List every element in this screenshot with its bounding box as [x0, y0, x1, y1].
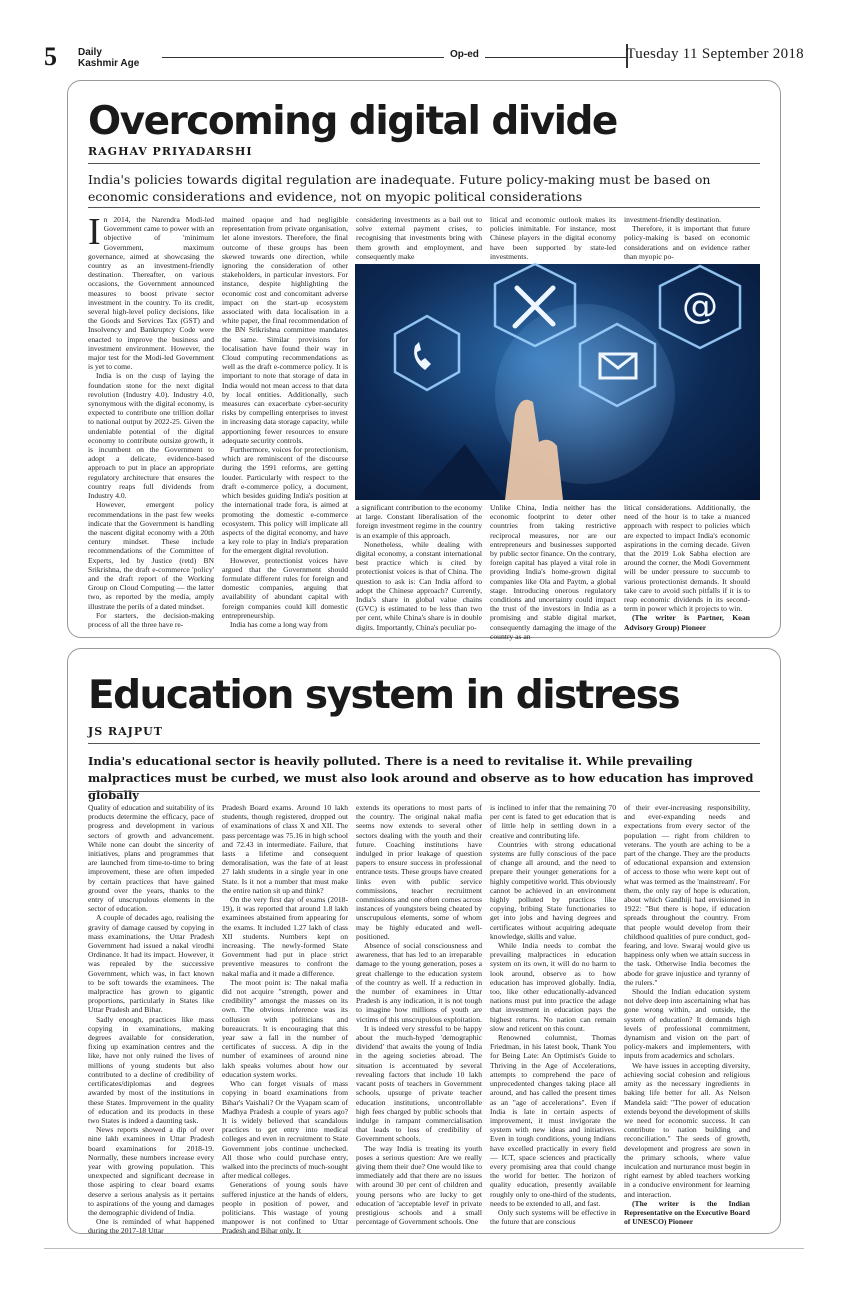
paragraph: Therefore, it is important that future policy-making is based on economic considerations and on evidence rather than myopic po- [624, 224, 750, 261]
paragraph: Pradesh Board exams. Around 10 lakh students, though registered, dropped out of examinations of class X and XII. The pass percentage was 75.16 in high school and 72.43 in intermediate. Failure, that lasts a lifetime and consequent demoralisation, was the fate of at least 27 lakh students in a single year in one State. Is it not a number that must make the entire nation sit up and think? [222, 803, 348, 895]
paragraph: The way India is treating its youth poses a serious question: Are we really giving them their due? One would like to immediately add that there are no issues with around 30 per cent of children and young persons who are lucky to get education of 'acceptable level' in private prestigious schools and a small percentage of Government schools. One [356, 1143, 482, 1227]
paper-name-line2: Kashmir Age [78, 58, 140, 69]
footer-rule [44, 1248, 804, 1249]
paragraph: of their ever-increasing responsibility, and ever-expanding needs and expectations from every sector of the population — right from children to veterans. The youth are aching to be a part of the change. They are the products of educational expansion and extension of access to those who were kept out of what was termed as the 'mainstream'. For them, the only ray of hope is education, about which Gandhiji had envisioned in 1922: "But there is hope, if education spreads throughout the country. From that people would develop from their childhood qualities of pure conduct, god-fearing, and love. Swaraj would give us happiness only when we attain success in the task. Otherwise India becomes the abode for grave injustice and tyranny of the rulers." [624, 803, 750, 987]
divider [88, 207, 760, 208]
paper-name-line1: Daily [78, 47, 102, 58]
finger-icon [415, 400, 563, 500]
paragraph: Quality of education and suitability of its products determine the efficacy, pace of progress and development in various sectors of growth and advancement. While none can doubt the sincerity of initiatives, plans and programmes that are launched from time-to-time to bring improvement, these are often impeded by certain practices that have gained ground over the years, thanks to the entry of unscrupulous elements in the sector of education. [88, 803, 214, 914]
paragraph: India is on the cusp of laying the foundation stone for the next digital revolution (Industry 4.0). Industry 4.0, synonymous with the digital economy, is expected to contribute one trillion dollar to national output by 2022-25. Given the undeniable potential of the digital economy to contribute outsize growth, it is incumbent on the Government to adopt a delicate, evidence-based approach to put in place an appropriate regulatory architecture that ensures the country reaps full dividends from Industry 4.0. [88, 371, 214, 501]
paragraph: Furthermore, voices for protectionism, which are reminiscent of the discourse during the 1991 reforms, are getting louder. Particularly with respect to the draft e-commerce policy, a document, which besides guiding India's position at the international trade fora, is aimed at promoting the domestic e-commerce ecosystem. This policy will implicate all aspects of the digital economy, and have a key role to play in India's preparation for the emergent digital revolution. [222, 445, 348, 556]
paragraph: The moot point is: The nakal mafia did not acquire "strength, power and credibility" amongst the masses on its own. The obvious inference was its collusion with politicians and bureaucrats. It is encouraging that this year saw a fall in the number of certificates of success. A dip in the number of examinees of around nine lakh speaks volumes about how our education system works. [222, 977, 348, 1079]
hexagon-frame [580, 324, 655, 406]
column-4 [490, 803, 616, 1227]
phone-icon [414, 342, 431, 370]
column-3-top [356, 215, 482, 260]
paragraph: is inclined to infer that the remaining 70 per cent is fated to get education that is of little help in settling down in a creative and contributing life. [490, 803, 616, 840]
paragraph: a significant contribution to the economy at large. Constant liberalisation of the foreign investment regime in the country is an example of this approach. [356, 503, 482, 540]
column-2 [222, 803, 348, 1236]
paragraph: India has come a long way from [230, 619, 328, 629]
paragraph: Absence of social consciousness and awareness, that has led to an irreparable damage to the young generation, poses a great challenge to the education system of the country as well. If a reduction in the number of examinees in Uttar Pradesh is any indication, it is not tough to imagine how millions of youth are victims of this unscrupulous exploitation. [356, 941, 482, 1024]
column-5-top [624, 215, 750, 260]
writer-signoff: (The writer is Partner, Koan Advisory Group) Pioneer [624, 613, 750, 632]
paragraph: While India needs to combat the prevailing malpractices in education system on its own, it will do no harm to look around, observe as to how education has improved globally. India, too, like other educationally-advanced nations must put into practice the adage that investment in education pays the highest returns. No nation can remain slow and reticent on this count. [490, 941, 616, 1033]
divider [88, 743, 760, 744]
column-3-bottom [356, 503, 482, 632]
paragraph: investment-friendly destination. [624, 215, 722, 224]
paragraph: Sadly enough, practices like mass copying in examinations, making degrees available for consideration, fixing up examination centres and the like, have not only ruined the lives of millions of young students but also contributed to a decline of credibility of certificates/diplomas and degrees awarded by most of the institutions in these States. Improvement in the quality of education and its products in these two States is indeed a daunting task. [88, 1014, 214, 1125]
divider [88, 791, 760, 792]
paragraph: Who can forget visuals of mass copying in board examinations from Bihar's Vaishali? Or the Vyapam scam of Madhya Pradesh a couple of years ago? It is widely believed that scandalous practices to get entry into medical colleges and even in recruitment to State Government jobs continue unchecked. All those who could purchase entry, walked into the precincts of much-sought after medical colleges. [222, 1079, 348, 1181]
section-tag: Op-ed [444, 49, 485, 60]
drop-cap: I [88, 211, 101, 253]
paragraph: Should the Indian education system not delve deep into ascertaining what has gone wrong within, and outside, the system of education? It demands high levels of professional commitment, dynamism and vision on the part of policy-makers and implementers, with inputs from academics and scholars. [624, 987, 750, 1061]
column-1 [88, 211, 214, 629]
paragraph: On the very first day of exams (2018-19), it was reported that around 1.8 lakh examinees abstained from appearing for the exams. It included 1.27 lakh of class XII students. Numbers kept on increasing. The newly-formed State Government had put in place strict preventive measures to confront the nakal mafia and it made a difference. [222, 895, 348, 978]
byline: JS RAJPUT [88, 725, 163, 738]
column-4-top [490, 215, 616, 260]
paragraph: News reports showed a dip of over nine lakh examinees in Uttar Pradesh board examinations for 2018-19. Normally, these numbers increase every year with growing population. This unexpected and significant decrease in those aspiring to clear board exams deserve a serious analysis as it pertains to aspirations of the young and damages the demographic dividend of India. [88, 1125, 214, 1217]
paragraph: Unlike China, India neither has the economic footprint to deter other countries from taking restrictive reciprocal measures, nor are our entrepreneurs and businesses supported by public sector finance. On the contrary, foreign capital has played a vital role in providing India's home-grown digital companies like Ola and Paytm, a global stage. Introducing onerous regulatory conditions and uncertainty could impact the trust of the investors in India as a promising and stable digital market, consequently damaging the image of the country as an [490, 503, 616, 641]
headline[interactable]: Overcoming digital divide [88, 99, 617, 144]
paragraph: litical considerations. Additionally, the need of the hour is to take a nuanced approach with respect to policies which are expected to impact India's economic aspirations in the coming decade. Given that the 2019 Lok Sabha election are around the corner, the Modi Government will be under pressure to succumb to various protectionist demands. It should take care to avoid such pitfalls if it is to reap economic dividends in its second-term in power which it projects to win. [624, 503, 750, 614]
paragraph: It is indeed very stressful to be happy about the much-hyped 'demographic dividend' that awaits the young of India in the ageing societies abroad. The situation is accentuated by several revealing factors that include 10 lakh vacant posts of teachers in Government schools, upsurge of private teacher education institutions, uncontrollable high fees charged by public schools that indulge in rampant commercialisation that leads to loss of credibility of Government schools. [356, 1023, 482, 1144]
article-digital-divide [67, 80, 781, 641]
envelope-icon [600, 354, 636, 378]
masthead [44, 44, 804, 70]
deck: India's educational sector is heavily polluted. There is a need to revitalise it. While prevailing malpractices must be curbed, we must also look around and observe as to how education has improved globally [88, 754, 754, 802]
paragraph: n 2014, the Narendra Modi-led Government came to power with an objective of 'minimum Government, maximum governance, aimed at showcasing the country as an investment-friendly destination. Thereafter, on various occasions, the Government announced measures to boost private sector investment in the country. To its credit, several high-level policy decisions, like the Goods and Services Tax (GST) and Insolvency and Bankruptcy Code were enacted to improve the business and investment environment. However, the major test for the Modi-led Government is yet to come. [88, 215, 214, 372]
dateline: Tuesday 11 September 2018 [626, 46, 804, 62]
paragraph: We have issues in accepting diversity, achieving social cohesion and religious amity as the necessary ingredients in baking life better for all. As Nelson Mandela said: "The power of education extends beyond the development of skills we need for economic success. It can contribute to nation building and reconciliation." The seeds of growth, development and progress are sown in the primary schools, where value inculcation and nurturance must begin in right earnest by abled teachers working in a conducive environment for learning and interaction. [624, 1060, 750, 1199]
paragraph: Only such systems will be effective in the future that are conscious [490, 1207, 616, 1227]
hero-image [355, 264, 760, 500]
paragraph: Countries with strong educational systems are fully conscious of the pace of change all around, and the need to prepare their younger generations for a highly competitive world. This obviously cannot be achieved in an environment highly polluted by practices like copying, bribing State functionaries to get into jobs and having degrees and certificates without acquiring adequate knowledge, skills and value. [490, 839, 616, 941]
masthead-rule [162, 57, 626, 58]
divider [88, 163, 760, 164]
byline: RAGHAV PRIYADARSHI [88, 145, 253, 158]
column-5 [624, 803, 750, 1227]
article-education-distress [67, 648, 781, 1234]
paragraph: However, emergent policy recommendations in the past few weeks indicate that the Government is handling the nascent digital economy with a 20th century mindset. These include recommendations of the Committee of Experts, led by Justice (retd) BN Srikrishna, the draft e-commerce 'policy' and the draft report of the Working Group on Cloud Computing — the latter two, as reported by the media, amply illustrate the perils of a dated mindset. [88, 500, 214, 611]
svg-text:@: @ [682, 286, 718, 327]
headline[interactable]: Education system in distress [88, 673, 680, 718]
column-1 [88, 803, 214, 1236]
hexagon-frame [395, 316, 459, 390]
tools-icon [515, 288, 553, 326]
paragraph: Nonetheless, while dealing with digital economy, a constant international best practice which is cited by protectionist voices is that of China. The question to ask is: Can India afford to adopt the Chinese approach? Currently, India's share in global value chains (GVC) is estimated to be less than two per cent, while China's share is in double digits. Importantly, China's peculiar po- [356, 539, 482, 632]
paragraph: mained opaque and had negligible representation from private organisation, let alone investors. Therefore, the final outcome of these groups has been skewed towards one direction, while ignoring the consideration of other stakeholders, in particular investors. For instance, despite highlighting the economic cost and concomitant adverse impact on the start-up ecosystem associated with data localisation in a white paper, the final recommendation of the BN Srikrishna committee mandates the same. Similar provisions for localisation have found their way in Cloud computing recommendations as well as the draft e-commerce policy. It is important to note that storage of data in India would not mean access to that data by local entities. Additionally, such measures can exacerbate cyber-security risks by compelling enterprises to invest in increasing data storage capacity, while apportioning fewer resources to ensure adequate security controls. [222, 215, 348, 445]
paragraph: One is reminded of what happened during the 2017-18 Uttar [88, 1217, 214, 1236]
paragraph: However, protectionist voices have argued that the Government should formulate different rules for foreign and domestic companies, arguing that availability of abundant capital with foreign companies could kill domestic entrepreneurship. [222, 555, 348, 620]
paragraph: For starters, the decision-making process of all the three have re- [88, 610, 214, 629]
page-number: 5 [44, 42, 57, 71]
deck: India's policies towards digital regulation are inadequate. Future policy-making must be based on economic considerations and evidence, not on myopic political considerations [88, 172, 711, 204]
column-2 [222, 215, 348, 629]
writer-signoff: (The writer is the Indian Representative on the Executive Board of UNESCO) Pioneer [624, 1198, 750, 1227]
paper-name [78, 47, 139, 69]
paragraph: Generations of young souls have suffered injustice at the hands of elders, people in position of power, and politicians. This wastage of young manpower is not confined to Uttar Pradesh and Bihar only. It [222, 1180, 348, 1236]
body-columns [88, 803, 760, 1236]
paragraph: considering investments as a bail out to solve external payment crises, to recognising that investments bring with them growth and employment, and consequently make [356, 215, 482, 261]
at-icon [682, 286, 718, 327]
paragraph: extends its operations to most parts of the country. The original nakal mafia seems now extends to several other sectors dealing with the youth and their future. Coaching institutions have indulged in prior leakage of question papers to ensure success in professional entrance tests. These groups have created links even with public service commissions, teacher recruitment commissions and one often comes across instances of youngsters being cheated by unscrupulous elements, some of whom may be highly educated and well-positioned. [356, 803, 482, 941]
paragraph: litical and economic outlook makes its policies inimitable. For instance, most Chinese players in the digital economy have been supported by state-led investments. [490, 215, 616, 261]
column-3 [356, 803, 482, 1227]
paragraph: Renowned columnist, Thomas Friedman, in his latest book, Thank You for Being Late: An Optimist's Guide to Thriving in the Age of Accelerations, attempts to comprehend the pace of unprecedented changes taking place all around, and has called the present times as an "age of accelerations". Even if India is late in certain aspects of improvement, it must invigorate the system with new ideas and initiatives. Even in tough conditions, young Indians have excelled practically in every field — ICT, space sciences and practically every promising area that could change the world for better. The horizon of quality education, presently available roughly only to one-third of the students, needs to be extended to all, and fast. [490, 1033, 616, 1208]
column-4-bottom [490, 503, 616, 641]
paragraph: A couple of decades ago, realising the gravity of damage caused by copying in mass examinations, the Uttar Pradesh Government had issued a nakal virodhi Ordinance. It had its impact. However, it was repealed by the successive Government, which was, in fact known to be soft towards the examinees. The malpractice has grown to gigantic proportions, particularly in States like Uttar Pradesh and Bihar. [88, 913, 214, 1015]
column-5-bottom [624, 503, 750, 632]
